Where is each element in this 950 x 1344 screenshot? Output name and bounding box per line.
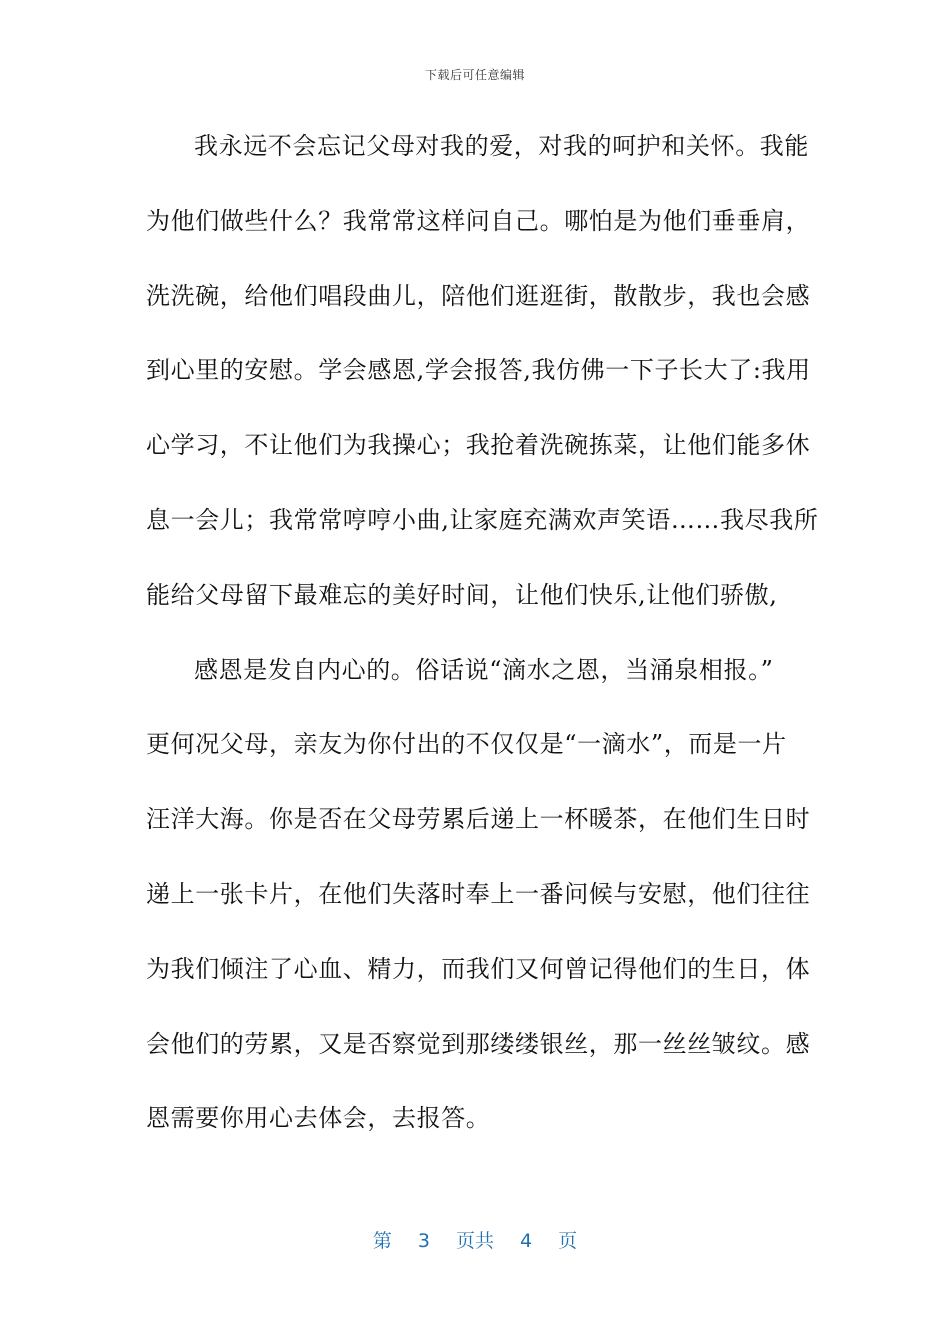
body-text	[146, 118, 819, 1165]
paragraph-line: 会他们的劳累，又是否察觉到那缕缕银丝，那一丝丝皱纹。感	[146, 1029, 811, 1058]
paragraph-line: 我永远不会忘记父母对我的爱，对我的呵护和关怀。我能	[194, 132, 809, 160]
footer-current-page: 3	[417, 1230, 430, 1252]
paragraph-line: 恩需要你用心去体会，去报答。	[146, 1104, 491, 1133]
header-note: 下载后可任意编辑	[424, 68, 525, 82]
paragraph-line: 汪洋大海。你是否在父母劳累后递上一杯暖茶，在他们生日时	[146, 805, 811, 834]
footer-prefix: 第	[372, 1230, 392, 1252]
paragraph-line: 到心里的安慰。学会感恩,学会报答,我仿佛一下子长大了:我用	[146, 356, 811, 385]
paragraph-line: 为我们倾注了心血、精力，而我们又何曾记得他们的生日，体	[146, 954, 811, 983]
footer-middle: 页共	[455, 1230, 494, 1252]
paragraph-line: 感恩是发自内心的。俗话说“滴水之恩，当涌泉相报。”	[194, 655, 774, 684]
paragraph-line: 息一会儿；我常常哼哼小曲,让家庭充满欢声笑语……我尽我所	[146, 505, 819, 534]
paragraph-line: 为他们做些什么？我常常这样问自己。哪怕是为他们垂垂肩，	[146, 206, 811, 235]
footer-suffix: 页	[558, 1230, 578, 1252]
paragraph-line: 能给父母留下最难忘的美好时间，让他们快乐,让他们骄傲,	[146, 580, 778, 609]
paragraph-line: 心学习，不让他们为我操心；我抢着洗碗拣菜，让他们能多休	[146, 431, 811, 460]
paragraph-line: 洗洗碗，给他们唱段曲儿，陪他们逛逛街，散散步，我也会感	[146, 281, 811, 310]
paragraph-line: 更何况父母，亲友为你付出的不仅仅是“一滴水”，而是一片	[146, 730, 787, 759]
footer-total-pages: 4	[520, 1230, 533, 1252]
paragraph-line: 递上一张卡片，在他们失落时奉上一番问候与安慰，他们往往	[146, 879, 811, 908]
page-footer	[0, 1226, 950, 1253]
